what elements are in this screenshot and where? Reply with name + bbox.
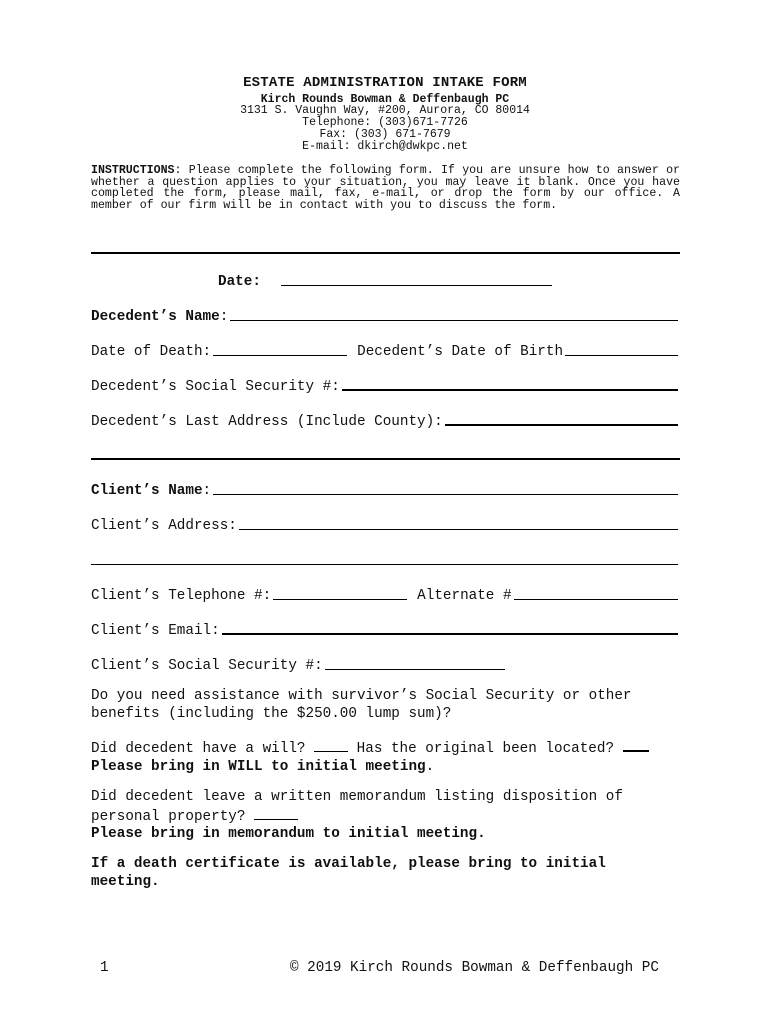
date-label: Date: (218, 274, 261, 290)
client-phone-label: Client’s Telephone #: (91, 588, 272, 604)
client-address-row-2 (91, 549, 680, 569)
client-ssn-row (91, 654, 680, 674)
instructions-label: INSTRUCTIONS (91, 164, 175, 177)
client-phone-row (91, 584, 680, 604)
client-email-field[interactable] (222, 633, 678, 635)
date-field[interactable] (281, 285, 552, 286)
client-address-row (91, 514, 680, 534)
alternate-phone-field[interactable] (514, 599, 678, 600)
decedent-address-label: Decedent’s Last Address (Include County): (91, 414, 443, 430)
client-email-label: Client’s Email: (91, 623, 220, 639)
client-name-field[interactable] (213, 494, 678, 495)
decedent-ssn-field[interactable] (342, 389, 678, 391)
client-phone-field[interactable] (273, 599, 407, 600)
client-address-line-2[interactable] (91, 564, 678, 565)
client-name-colon: : (202, 483, 212, 499)
decedent-dob-label: Decedent’s Date of Birth (357, 344, 564, 360)
death-certificate-note: If a death certificate is available, please bring to initial meeting. (91, 856, 606, 890)
will-note: Please bring in WILL to initial meeting (91, 758, 426, 775)
decedent-name-field[interactable] (230, 320, 678, 321)
firm-telephone: Telephone: (303)671-7726 (302, 116, 468, 129)
client-email-row (91, 619, 680, 639)
decedent-ssn-row (91, 375, 680, 395)
client-address-field[interactable] (239, 529, 678, 530)
client-name-label: Client’s Name (91, 483, 203, 499)
memo-note: Please bring in memorandum to initial meeting. (91, 826, 486, 842)
will-located-field[interactable] (623, 738, 649, 752)
memo-answer-field[interactable] (254, 807, 298, 820)
instructions (91, 165, 680, 211)
benefits-question: Do you need assistance with survivor’s Social Security or other benefits (including the $250.00 lump sum)? (91, 688, 632, 722)
decedent-name-row (91, 305, 680, 325)
decedent-address-line-2[interactable] (91, 458, 680, 460)
will-answer-field[interactable] (314, 739, 348, 752)
page-number: 1 (100, 960, 109, 976)
death-birth-row (91, 340, 680, 360)
decedent-name-label: Decedent’s Name (91, 309, 220, 325)
section-divider (91, 252, 680, 254)
will-question-2: Has the original been located? (348, 741, 623, 757)
date-of-death-field[interactable] (213, 355, 347, 356)
memo-question (91, 789, 680, 844)
form-title: ESTATE ADMINISTRATION INTAKE FORM (243, 75, 527, 91)
decedent-name-colon: : (219, 309, 229, 325)
will-question-1: Did decedent have a will? (91, 741, 315, 757)
client-address-label: Client’s Address: (91, 518, 237, 534)
decedent-dob-field[interactable] (565, 355, 678, 356)
firm-address: 3131 S. Vaughn Way, #200, Aurora, CO 80014 (240, 104, 530, 117)
instructions-text: : Please complete the following form. If you are unsure how to answer or whether a question applies to your situation, you may leave it blank. Once you have completed the form, please mail, fax, e-mail, or drop the form by our office. A member of our firm will be in contact with you to discuss the form. (91, 164, 680, 212)
alternate-phone-label: Alternate # (417, 588, 512, 604)
client-name-row (91, 479, 680, 499)
decedent-ssn-label: Decedent’s Social Security #: (91, 379, 340, 395)
firm-fax: Fax: (303) 671-7679 (319, 128, 451, 141)
decedent-address-row (91, 410, 680, 430)
date-row (218, 270, 554, 290)
will-question (91, 738, 680, 776)
footer-copyright: © 2019 Kirch Rounds Bowman & Deffenbaugh PC (290, 960, 659, 976)
memo-question-text: Did decedent leave a written memorandum listing disposition of personal property? (91, 789, 623, 825)
will-note-period: . (425, 758, 435, 775)
client-ssn-label: Client’s Social Security #: (91, 658, 323, 674)
firm-email: E-mail: dkirch@dwkpc.net (302, 140, 468, 153)
decedent-address-field[interactable] (445, 424, 678, 426)
client-ssn-field[interactable] (325, 669, 505, 670)
date-of-death-label: Date of Death: (91, 344, 212, 360)
firm-name: Kirch Rounds Bowman & Deffenbaugh PC (260, 93, 510, 106)
